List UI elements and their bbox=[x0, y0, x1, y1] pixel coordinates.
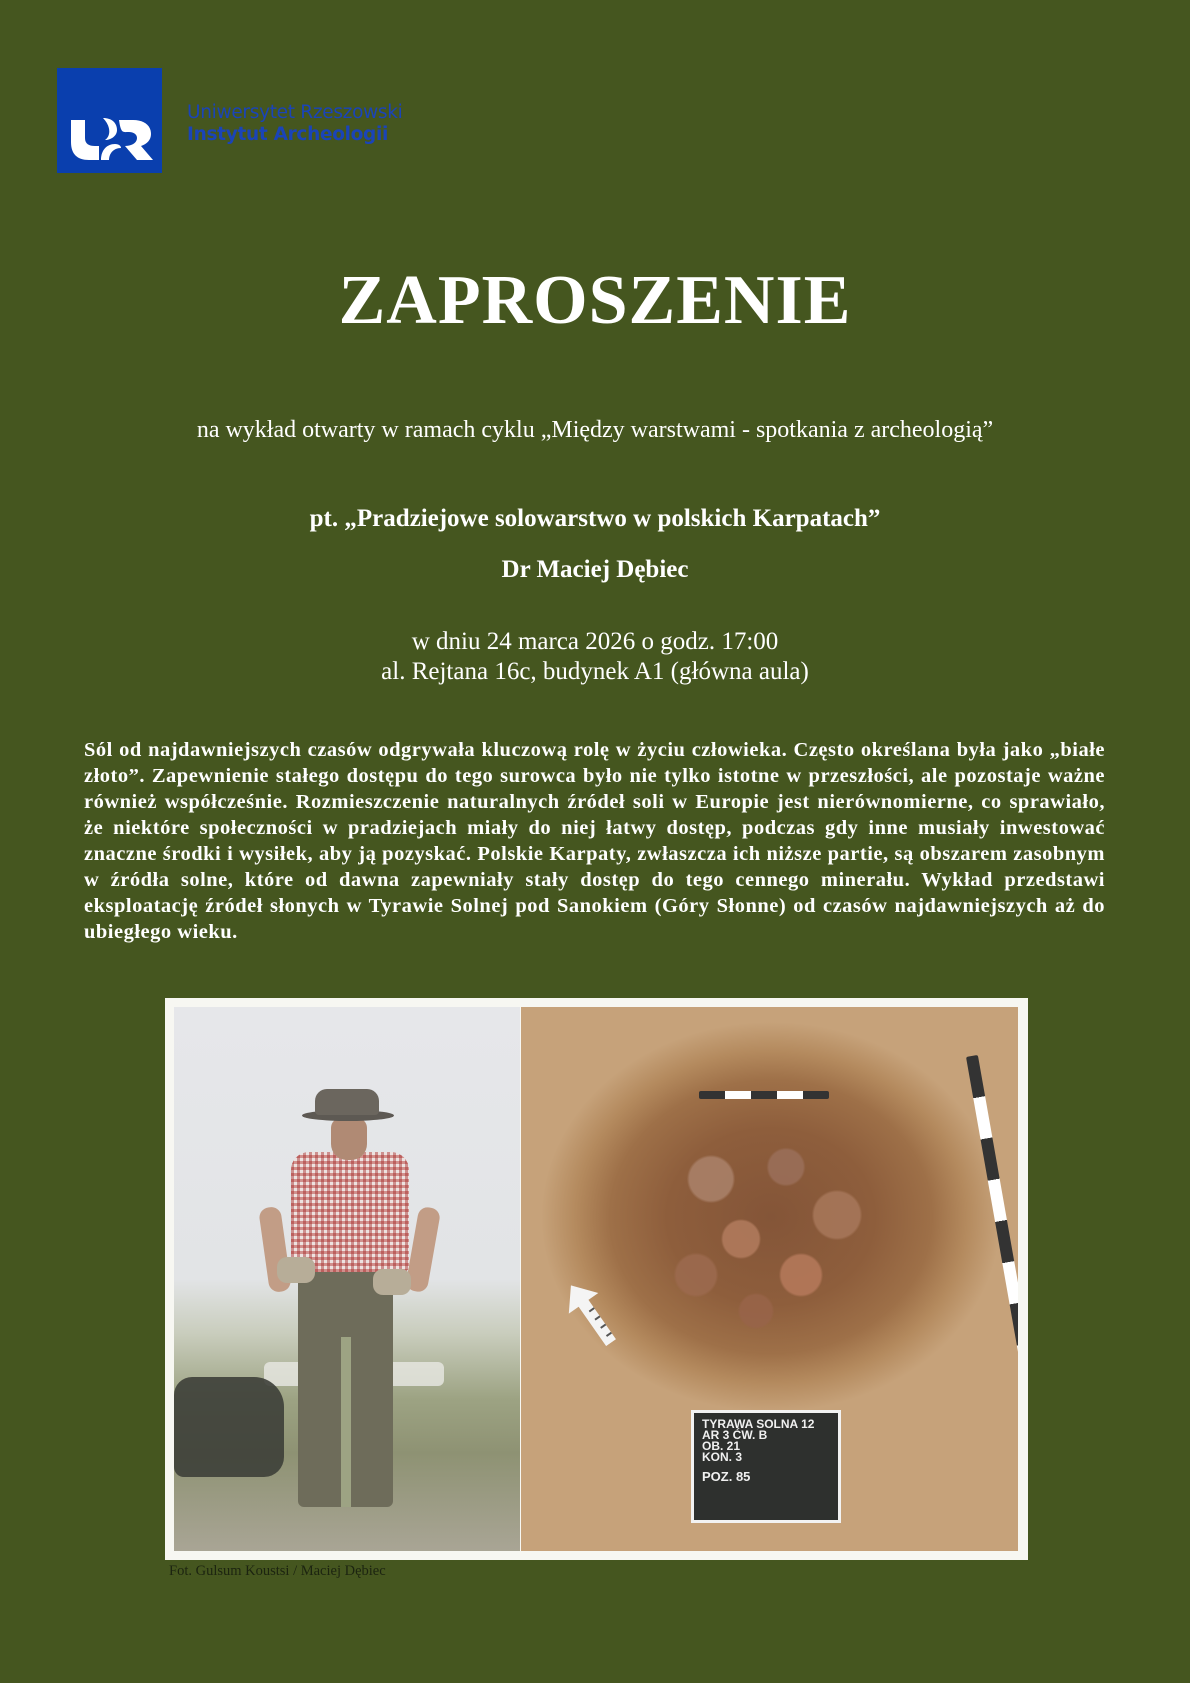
lecture-abstract: Sól od najdawniejszych czasów odgrywała kluczową rolę w życiu człowieka. Często określana była jako „białe złoto”. Zapewnienie stałego dostępu do tego surowca było nie tylko istotne w przeszłości, ale pozostaje ważne również współcześnie. Rozmieszczenie naturalnych źródeł soli w Europie jest nierównomierne, co sprawiało, że niektóre społeczności w pradziejach miały do niej łatwy dostęp, podczas gdy inne musiały inwestować znaczne środki i wysiłek, aby ją pozyskać. Polskie Karpaty, zwłaszcza ich niższe partie, są obszarem zasobnym w źródła solne, które od dawna zapewniały stały dostęp do tego cennego minerału. Wykład przedstawi eksploatację źródeł słonych w Tyrawie Solnej pod Sanokiem (Góry Słonne) od czasów najdawniejszych aż do ubiegłego wieku. bbox=[84, 739, 1105, 943]
stone-fill-texture bbox=[621, 1107, 921, 1347]
excavation-label-board bbox=[691, 1410, 841, 1523]
event-location: al. Rejtana 16c, budynek A1 (główna aula) bbox=[381, 658, 809, 685]
north-arrow-icon bbox=[555, 1274, 628, 1354]
photo-caption: Fot. Gulsum Koustsi / Maciej Dębiec bbox=[169, 1563, 386, 1579]
shirt-pattern-overlay bbox=[291, 1152, 409, 1272]
board-line-site: TYRAWA SOLNA 12 bbox=[702, 1417, 815, 1431]
board-line-feature: OB. 21 bbox=[702, 1439, 741, 1453]
board-line-level: POZ. 85 bbox=[702, 1469, 751, 1484]
logo-text bbox=[187, 102, 403, 146]
speaker-name: Dr Maciej Dębiec bbox=[501, 556, 689, 583]
board-line-area: AR 3 ĆW. B bbox=[702, 1428, 768, 1442]
institute-name: Instytut Archeologii bbox=[187, 123, 389, 145]
board-line-context: KON. 3 bbox=[702, 1450, 743, 1464]
hat-shape bbox=[315, 1089, 379, 1115]
leg-gap-shape bbox=[341, 1337, 351, 1507]
face-shape bbox=[331, 1118, 367, 1160]
university-logo-block bbox=[57, 68, 403, 173]
left-glove-shape bbox=[277, 1257, 315, 1283]
ur-logo-icon bbox=[57, 68, 162, 173]
invitation-subtitle: na wykład otwarty w ramach cyklu „Między warstwami - spotkania z archeologią” bbox=[196, 417, 994, 443]
horizontal-scale-bar bbox=[699, 1091, 829, 1099]
invitation-title: ZAPROSZENIE bbox=[338, 262, 852, 339]
university-name: Uniwersytet Rzeszowski bbox=[187, 101, 403, 123]
photo-frame bbox=[165, 998, 1028, 1560]
speaker-photo bbox=[174, 1007, 520, 1551]
event-date-time: w dniu 24 marca 2026 o godz. 17:00 bbox=[411, 628, 779, 655]
vertical-scale-rod bbox=[966, 1055, 1018, 1387]
excavation-photo bbox=[521, 1007, 1018, 1551]
bucket-shape bbox=[174, 1377, 284, 1477]
right-glove-shape bbox=[373, 1269, 411, 1295]
lecture-title: pt. „Pradziejowe solowarstwo w polskich Karpatach” bbox=[309, 505, 881, 532]
